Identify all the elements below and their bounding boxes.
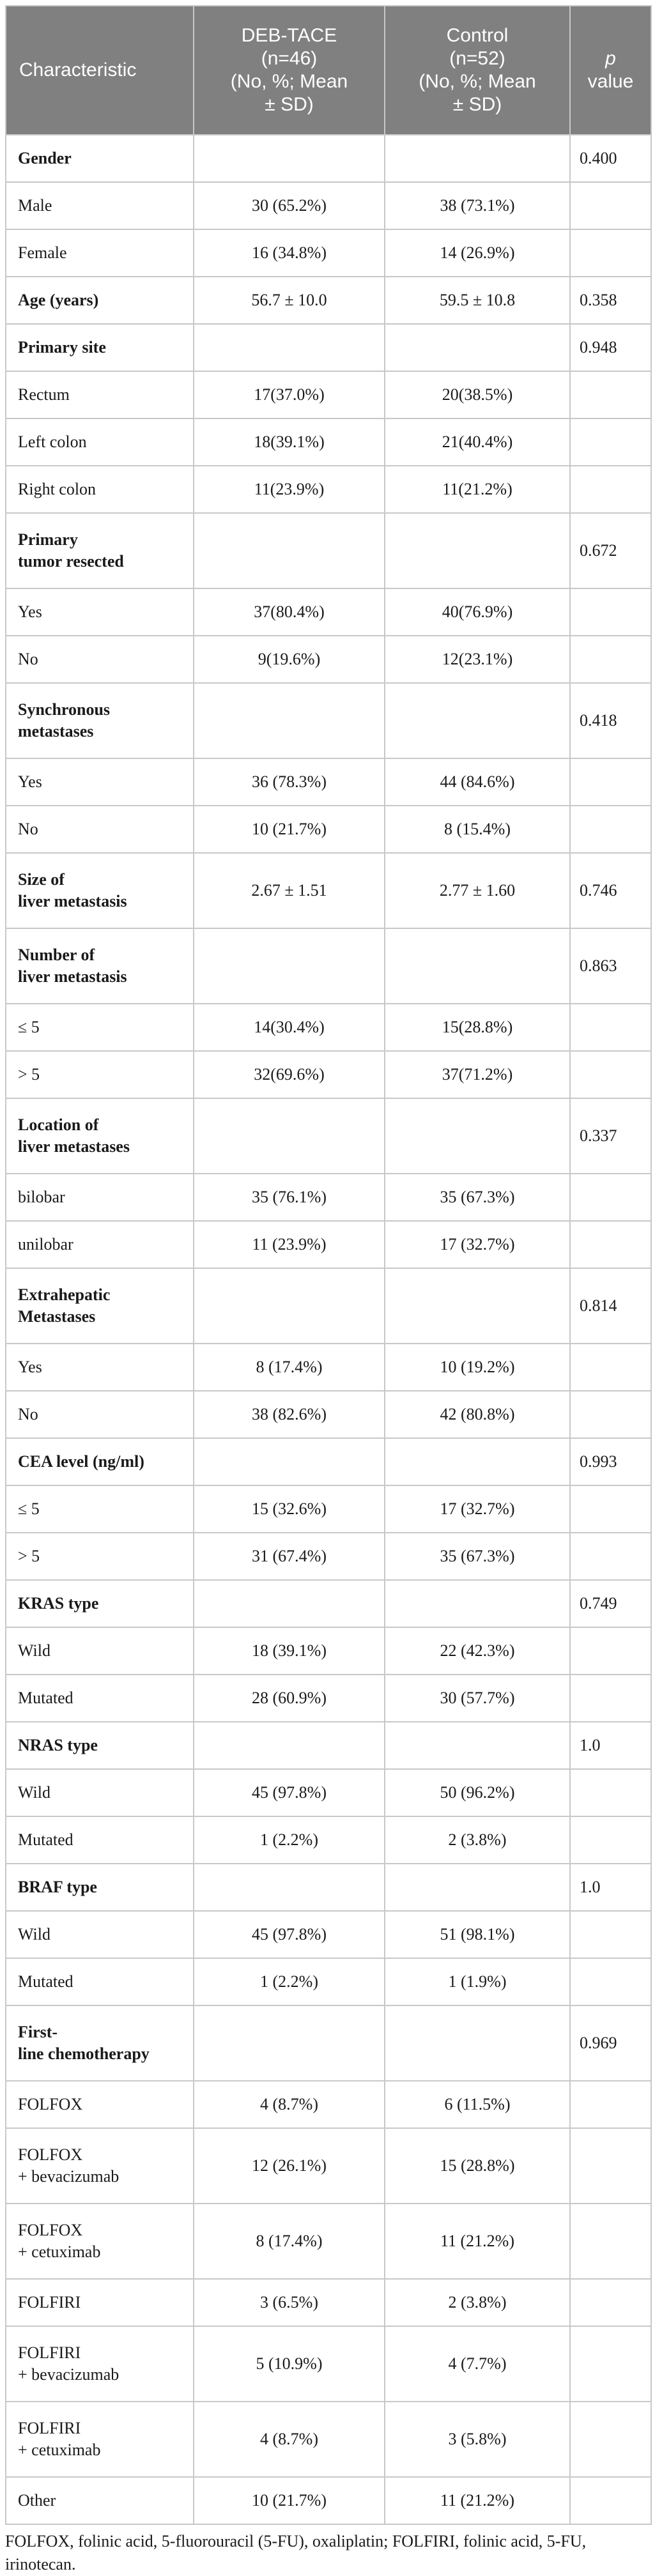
row-label: [6, 758, 194, 806]
cell-p-value: 0.993: [570, 1438, 651, 1485]
cell-control: 40(76.9%): [385, 588, 570, 636]
cell-control: 42 (80.8%): [385, 1391, 570, 1438]
cell-deb-tace: 45 (97.8%): [194, 1769, 385, 1816]
cell-p-value: [570, 2081, 651, 2128]
cell-p-value: [570, 806, 651, 853]
row-label-line: Female: [18, 243, 67, 262]
cell-deb-tace: 18(39.1%): [194, 418, 385, 466]
cell-deb-tace: 10 (21.7%): [194, 2477, 385, 2524]
cell-p-value: [570, 1675, 651, 1722]
cell-p-value: 0.400: [570, 135, 651, 182]
row-label-line: Rectum: [18, 385, 70, 404]
table-row: [6, 1769, 651, 1816]
cell-deb-tace: 30 (65.2%): [194, 182, 385, 229]
section-row: [6, 1580, 651, 1627]
row-label: [6, 2326, 194, 2402]
table-row: [6, 2204, 651, 2279]
cell-deb-tace: [194, 324, 385, 371]
row-label-line: Age (years): [18, 291, 99, 309]
cell-p-value: 1.0: [570, 1722, 651, 1769]
characteristics-table: [5, 5, 652, 2525]
cell-control: [385, 1722, 570, 1769]
row-label: [6, 588, 194, 636]
row-label-line: No: [18, 1405, 38, 1423]
cell-p-value: [570, 758, 651, 806]
row-label: [6, 2204, 194, 2279]
row-label: [6, 1485, 194, 1533]
cell-deb-tace: 12 (26.1%): [194, 2128, 385, 2204]
row-label-line: Mutated: [18, 1830, 73, 1849]
row-label-line: line chemotherapy: [18, 2044, 150, 2063]
row-label-line: FOLFIRI: [18, 2293, 81, 2312]
table-footnote: FOLFOX, folinic acid, 5-fluorouracil (5-FU), oxaliplatin; FOLFIRI, folinic acid, 5-FU, irinotecan.: [5, 2532, 587, 2573]
cell-control: [385, 1580, 570, 1627]
table-row: [6, 2128, 651, 2204]
row-label: [6, 1816, 194, 1864]
row-label: [6, 806, 194, 853]
cell-deb-tace: 18 (39.1%): [194, 1627, 385, 1675]
cell-control: [385, 513, 570, 588]
cell-p-value: [570, 466, 651, 513]
cell-control: [385, 2005, 570, 2081]
cell-deb-tace: 10 (21.7%): [194, 806, 385, 853]
row-label-line: FOLFIRI: [18, 2419, 81, 2437]
cell-p-value: [570, 2326, 651, 2402]
row-label: [6, 1098, 194, 1174]
cell-p-value: [570, 1958, 651, 2005]
row-label-line: Size of: [18, 870, 65, 889]
table-row: [6, 2477, 651, 2524]
row-label-line: Left colon: [18, 433, 87, 451]
cell-p-value: 0.749: [570, 1580, 651, 1627]
table-row: [6, 1391, 651, 1438]
row-label-line: Gender: [18, 149, 72, 167]
row-label-line: > 5: [18, 1065, 40, 1084]
cell-control: 20(38.5%): [385, 371, 570, 418]
row-label: [6, 277, 194, 324]
cell-p-value: [570, 2128, 651, 2204]
header-p-letter: p: [605, 48, 616, 69]
row-label: [6, 1533, 194, 1580]
cell-deb-tace: [194, 1580, 385, 1627]
row-label-line: FOLFOX: [18, 2221, 83, 2239]
row-label: [6, 1864, 194, 1911]
cell-control: 17 (32.7%): [385, 1485, 570, 1533]
row-label: [6, 1344, 194, 1391]
cell-control: [385, 928, 570, 1004]
cell-control: 15(28.8%): [385, 1004, 570, 1051]
table-row: [6, 1004, 651, 1051]
table-row: [6, 1221, 651, 1268]
header-characteristic: Characteristic: [6, 6, 194, 135]
cell-control: [385, 324, 570, 371]
cell-control: 11(21.2%): [385, 466, 570, 513]
row-label-line: Wild: [18, 1641, 50, 1660]
row-label: [6, 1221, 194, 1268]
section-row: [6, 513, 651, 588]
row-label-line: + cetuximab: [18, 2242, 101, 2261]
row-label-line: Other: [18, 2491, 56, 2510]
header-control-line: ± SD): [452, 94, 502, 115]
row-label-line: liver metastasis: [18, 967, 127, 986]
row-label-line: CEA level (ng/ml): [18, 1452, 144, 1471]
cell-p-value: [570, 229, 651, 277]
cell-p-value: 0.358: [570, 277, 651, 324]
cell-control: 51 (98.1%): [385, 1911, 570, 1958]
cell-deb-tace: 32(69.6%): [194, 1051, 385, 1098]
cell-p-value: [570, 2279, 651, 2326]
row-label: [6, 1174, 194, 1221]
header-deb-tace: [194, 6, 385, 135]
cell-deb-tace: [194, 1864, 385, 1911]
row-label-line: Mutated: [18, 1972, 73, 1991]
cell-deb-tace: 14(30.4%): [194, 1004, 385, 1051]
cell-deb-tace: [194, 928, 385, 1004]
cell-deb-tace: 3 (6.5%): [194, 2279, 385, 2326]
row-label-line: Yes: [18, 602, 42, 621]
cell-control: 6 (11.5%): [385, 2081, 570, 2128]
cell-control: 17 (32.7%): [385, 1221, 570, 1268]
cell-control: 11 (21.2%): [385, 2204, 570, 2279]
table-row: [6, 1174, 651, 1221]
table-row: [6, 1627, 651, 1675]
table-row: [6, 2279, 651, 2326]
row-label-line: liver metastasis: [18, 892, 127, 910]
row-label-line: + bevacizumab: [18, 2167, 119, 2186]
cell-p-value: [570, 2477, 651, 2524]
row-label-line: Metastases: [18, 1307, 96, 1326]
row-label-line: ≤ 5: [18, 1499, 40, 1518]
row-label: [6, 418, 194, 466]
cell-p-value: 0.969: [570, 2005, 651, 2081]
table-row: [6, 2402, 651, 2477]
header-deb-tace-line: ± SD): [265, 94, 314, 115]
header-p-word: value: [587, 71, 634, 92]
row-label: [6, 466, 194, 513]
row-label: [6, 1268, 194, 1344]
row-label: [6, 2128, 194, 2204]
cell-control: 2 (3.8%): [385, 2279, 570, 2326]
cell-control: [385, 135, 570, 182]
cell-control: 8 (15.4%): [385, 806, 570, 853]
row-label: [6, 1391, 194, 1438]
table-row: [6, 2326, 651, 2402]
row-label-line: metastases: [18, 722, 94, 740]
cell-control: 15 (28.8%): [385, 2128, 570, 2204]
header-control-line: (n=52): [449, 48, 505, 69]
table-row: [6, 1344, 651, 1391]
cell-p-value: [570, 1221, 651, 1268]
row-label-line: + bevacizumab: [18, 2365, 119, 2384]
cell-p-value: 1.0: [570, 1864, 651, 1911]
section-row: [6, 1438, 651, 1485]
cell-p-value: [570, 1911, 651, 1958]
cell-p-value: 0.863: [570, 928, 651, 1004]
cell-control: 2.77 ± 1.60: [385, 853, 570, 928]
table-row: [6, 418, 651, 466]
row-label: [6, 513, 194, 588]
cell-control: 3 (5.8%): [385, 2402, 570, 2477]
row-label-line: First-: [18, 2023, 58, 2041]
row-label-line: Right colon: [18, 480, 96, 498]
cell-deb-tace: [194, 1098, 385, 1174]
cell-p-value: 0.672: [570, 513, 651, 588]
cell-deb-tace: [194, 1722, 385, 1769]
cell-deb-tace: 45 (97.8%): [194, 1911, 385, 1958]
cell-p-value: [570, 1004, 651, 1051]
cell-control: 35 (67.3%): [385, 1174, 570, 1221]
cell-control: 22 (42.3%): [385, 1627, 570, 1675]
row-label: [6, 636, 194, 683]
row-label: [6, 1051, 194, 1098]
table-container: [5, 5, 651, 2576]
header-control-line: (No, %; Mean: [419, 71, 536, 92]
table-row: [6, 588, 651, 636]
cell-control: [385, 1268, 570, 1344]
cell-control: 50 (96.2%): [385, 1769, 570, 1816]
cell-p-value: [570, 588, 651, 636]
cell-control: 35 (67.3%): [385, 1533, 570, 1580]
row-label-line: Extrahepatic: [18, 1285, 111, 1304]
section-row: [6, 1098, 651, 1174]
cell-control: 4 (7.7%): [385, 2326, 570, 2402]
table-row: [6, 1485, 651, 1533]
cell-deb-tace: 16 (34.8%): [194, 229, 385, 277]
table-row: [6, 229, 651, 277]
cell-control: [385, 1438, 570, 1485]
cell-deb-tace: 9(19.6%): [194, 636, 385, 683]
cell-p-value: [570, 418, 651, 466]
section-row: [6, 2005, 651, 2081]
section-row: [6, 1722, 651, 1769]
table-row: [6, 806, 651, 853]
section-row: [6, 853, 651, 928]
section-row: [6, 928, 651, 1004]
cell-control: 2 (3.8%): [385, 1816, 570, 1864]
cell-p-value: [570, 1769, 651, 1816]
cell-deb-tace: [194, 135, 385, 182]
row-label: [6, 853, 194, 928]
row-label: [6, 1911, 194, 1958]
row-label: [6, 1675, 194, 1722]
row-label: [6, 1769, 194, 1816]
row-label-line: FOLFOX: [18, 2145, 83, 2164]
row-label-line: Primary site: [18, 338, 106, 356]
cell-deb-tace: 4 (8.7%): [194, 2402, 385, 2477]
cell-control: 11 (21.2%): [385, 2477, 570, 2524]
row-label: [6, 324, 194, 371]
cell-control: [385, 1864, 570, 1911]
row-label: [6, 1580, 194, 1627]
cell-deb-tace: 5 (10.9%): [194, 2326, 385, 2402]
cell-deb-tace: [194, 513, 385, 588]
row-label: [6, 1438, 194, 1485]
table-row: [6, 1051, 651, 1098]
row-label-line: Wild: [18, 1783, 50, 1802]
row-label: [6, 1004, 194, 1051]
cell-p-value: [570, 371, 651, 418]
row-label: [6, 1722, 194, 1769]
cell-deb-tace: [194, 1438, 385, 1485]
table-row: [6, 636, 651, 683]
cell-deb-tace: 8 (17.4%): [194, 2204, 385, 2279]
cell-p-value: [570, 636, 651, 683]
cell-deb-tace: 38 (82.6%): [194, 1391, 385, 1438]
cell-deb-tace: 8 (17.4%): [194, 1344, 385, 1391]
row-label-line: Yes: [18, 1358, 42, 1376]
table-row: [6, 1816, 651, 1864]
row-label-line: NRAS type: [18, 1736, 98, 1754]
cell-deb-tace: 4 (8.7%): [194, 2081, 385, 2128]
cell-p-value: 0.418: [570, 683, 651, 758]
section-row: [6, 277, 651, 324]
cell-p-value: [570, 2204, 651, 2279]
cell-deb-tace: 15 (32.6%): [194, 1485, 385, 1533]
cell-deb-tace: 56.7 ± 10.0: [194, 277, 385, 324]
header-control-line: Control: [446, 25, 509, 46]
cell-control: 10 (19.2%): [385, 1344, 570, 1391]
row-label: [6, 135, 194, 182]
cell-control: [385, 683, 570, 758]
row-label: [6, 2477, 194, 2524]
row-label-line: bilobar: [18, 1188, 65, 1206]
cell-p-value: 0.337: [570, 1098, 651, 1174]
cell-deb-tace: 28 (60.9%): [194, 1675, 385, 1722]
header-row: [6, 6, 651, 135]
row-label: [6, 1627, 194, 1675]
row-label-line: > 5: [18, 1547, 40, 1565]
cell-control: 59.5 ± 10.8: [385, 277, 570, 324]
cell-control: 44 (84.6%): [385, 758, 570, 806]
row-label: [6, 182, 194, 229]
cell-deb-tace: [194, 683, 385, 758]
row-label: [6, 2402, 194, 2477]
row-label-line: Male: [18, 196, 52, 215]
cell-p-value: [570, 1391, 651, 1438]
table-row: [6, 1958, 651, 2005]
section-row: [6, 324, 651, 371]
header-deb-tace-line: (No, %; Mean: [230, 71, 348, 92]
cell-deb-tace: 35 (76.1%): [194, 1174, 385, 1221]
header-control: [385, 6, 570, 135]
cell-p-value: [570, 1174, 651, 1221]
row-label-line: FOLFIRI: [18, 2343, 81, 2362]
section-row: [6, 683, 651, 758]
cell-deb-tace: 17(37.0%): [194, 371, 385, 418]
cell-deb-tace: 37(80.4%): [194, 588, 385, 636]
cell-p-value: [570, 1533, 651, 1580]
cell-control: [385, 1098, 570, 1174]
row-label-line: Yes: [18, 772, 42, 791]
row-label-line: Synchronous: [18, 700, 111, 719]
table-row: [6, 182, 651, 229]
cell-control: 21(40.4%): [385, 418, 570, 466]
table-body: [6, 135, 651, 2524]
cell-p-value: [570, 1051, 651, 1098]
row-label-line: unilobar: [18, 1235, 73, 1254]
cell-deb-tace: 1 (2.2%): [194, 1816, 385, 1864]
cell-deb-tace: 2.67 ± 1.51: [194, 853, 385, 928]
table-row: [6, 1675, 651, 1722]
table-row: [6, 466, 651, 513]
cell-control: 14 (26.9%): [385, 229, 570, 277]
cell-p-value: [570, 1485, 651, 1533]
row-label: [6, 2279, 194, 2326]
cell-deb-tace: 36 (78.3%): [194, 758, 385, 806]
table-row: [6, 2081, 651, 2128]
row-label-line: Primary: [18, 530, 78, 549]
row-label-line: No: [18, 820, 38, 838]
cell-p-value: [570, 1344, 651, 1391]
cell-p-value: 0.814: [570, 1268, 651, 1344]
row-label-line: KRAS type: [18, 1594, 99, 1613]
cell-deb-tace: 11(23.9%): [194, 466, 385, 513]
cell-deb-tace: [194, 2005, 385, 2081]
row-label: [6, 2005, 194, 2081]
row-label-line: BRAF type: [18, 1878, 97, 1896]
header-deb-tace-line: DEB-TACE: [241, 25, 337, 46]
table-row: [6, 1911, 651, 1958]
cell-deb-tace: 11 (23.9%): [194, 1221, 385, 1268]
table-row: [6, 1533, 651, 1580]
row-label-line: Number of: [18, 946, 95, 964]
row-label: [6, 2081, 194, 2128]
row-label: [6, 371, 194, 418]
cell-p-value: 0.746: [570, 853, 651, 928]
section-row: [6, 135, 651, 182]
cell-control: 38 (73.1%): [385, 182, 570, 229]
row-label-line: Location of: [18, 1116, 99, 1134]
row-label-line: tumor resected: [18, 552, 124, 571]
section-row: [6, 1864, 651, 1911]
cell-deb-tace: 1 (2.2%): [194, 1958, 385, 2005]
cell-deb-tace: 31 (67.4%): [194, 1533, 385, 1580]
row-label-line: Mutated: [18, 1689, 73, 1707]
header-p-value: [570, 6, 651, 135]
cell-p-value: [570, 1627, 651, 1675]
cell-p-value: [570, 182, 651, 229]
row-label-line: ≤ 5: [18, 1018, 40, 1036]
cell-control: 12(23.1%): [385, 636, 570, 683]
row-label-line: FOLFOX: [18, 2095, 83, 2113]
cell-control: 1 (1.9%): [385, 1958, 570, 2005]
cell-p-value: 0.948: [570, 324, 651, 371]
cell-p-value: [570, 1816, 651, 1864]
row-label: [6, 1958, 194, 2005]
table-row: [6, 758, 651, 806]
row-label: [6, 229, 194, 277]
section-row: [6, 1268, 651, 1344]
row-label-line: Wild: [18, 1925, 50, 1943]
row-label-line: No: [18, 650, 38, 668]
row-label-line: + cetuximab: [18, 2441, 101, 2459]
row-label: [6, 928, 194, 1004]
row-label-line: liver metastases: [18, 1137, 130, 1156]
cell-control: 37(71.2%): [385, 1051, 570, 1098]
cell-control: 30 (57.7%): [385, 1675, 570, 1722]
cell-deb-tace: [194, 1268, 385, 1344]
row-label: [6, 683, 194, 758]
table-row: [6, 371, 651, 418]
header-deb-tace-line: (n=46): [261, 48, 318, 69]
cell-p-value: [570, 2402, 651, 2477]
